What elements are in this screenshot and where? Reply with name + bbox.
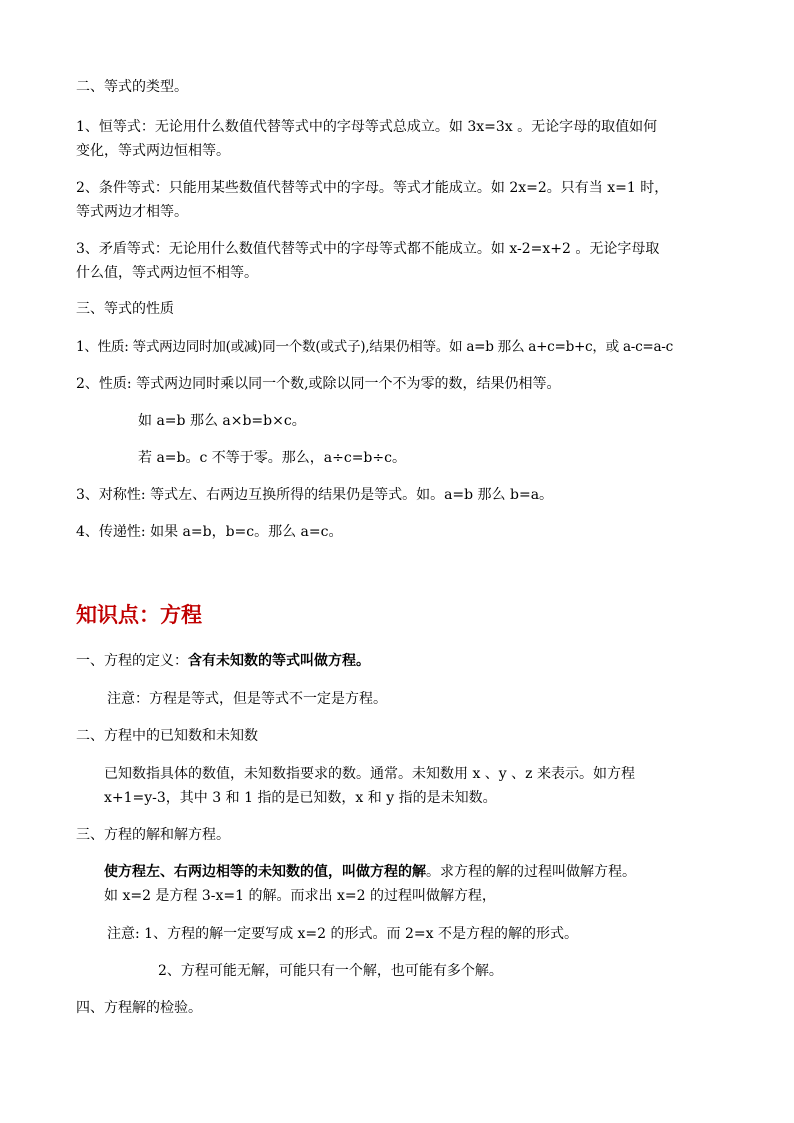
known-unknown-line1: 已知数指具体的数值，未知数指要求的数。通常。未知数用 x 、y 、z 来表示。如方程 bbox=[104, 766, 635, 782]
conditional-equation-line2: 等式两边才相等。 bbox=[76, 204, 188, 220]
knowledge-point-title: 知识点：方程 bbox=[76, 602, 202, 627]
equation-definition-label: 一、方程的定义： bbox=[76, 653, 188, 669]
identity-equation-line2: 变化，等式两边恒相等。 bbox=[76, 143, 230, 159]
conditional-equation-line1: 2、条件等式：只能用某些数值代替等式中的字母。等式才能成立。如 2x=2。只有当 x=1 时， bbox=[76, 180, 669, 196]
solution-note2: 2、方程可能无解，可能只有一个解，也可能有多个解。 bbox=[158, 963, 503, 979]
equation-definition bbox=[76, 651, 370, 671]
symmetric-property-text: 3、对称性: 等式左、右两边互换所得的结果仍是等式。如。a=b 那么 b=a。 bbox=[76, 487, 554, 503]
equation-note: 注意：方程是等式，但是等式不一定是方程。 bbox=[107, 691, 387, 707]
known-unknown-heading: 二、方程中的已知数和未知数 bbox=[76, 728, 258, 744]
contradiction-equation-line2: 什么值，等式两边恒不相等。 bbox=[76, 265, 258, 281]
equation-definition-bold: 含有未知数的等式叫做方程。 bbox=[188, 653, 370, 669]
contradiction-equation-line1: 3、矛盾等式：无论用什么数值代替等式中的字母等式都不能成立。如 x-2=x+2 。无论字母取 bbox=[76, 241, 660, 257]
identity-equation-line1: 1、恒等式：无论用什么数值代替等式中的字母等式总成立。如 3x=3x 。无论字母的取值如何 bbox=[76, 119, 658, 135]
property1-text: 1、性质: 等式两边同时加(或减)同一个数(或式子),结果仍相等。如 a=b 那么 a+c=b+c，或 a-c=a-c bbox=[76, 339, 673, 355]
solution-definition bbox=[104, 862, 636, 882]
section2-heading: 二、等式的类型。 bbox=[76, 79, 188, 95]
solution-heading: 三、方程的解和解方程。 bbox=[76, 827, 230, 843]
known-unknown-line2: x+1=y-3，其中 3 和 1 指的是已知数，x 和 y 指的是未知数。 bbox=[104, 790, 497, 806]
section3-heading: 三、等式的性质 bbox=[76, 301, 174, 317]
property2-example2: 若 a=b。c 不等于零。那么，a÷c=b÷c。 bbox=[138, 450, 406, 466]
solution-definition-bold: 使方程左、右两边相等的未知数的值，叫做方程的解 bbox=[104, 864, 426, 880]
check-heading: 四、方程解的检验。 bbox=[76, 1000, 202, 1016]
solution-definition-rest: 。求方程的解的过程叫做解方程。 bbox=[426, 864, 636, 880]
solution-example: 如 x=2 是方程 3-x=1 的解。而求出 x=2 的过程叫做解方程， bbox=[104, 888, 496, 904]
solution-note1: 注意: 1、方程的解一定要写成 x=2 的形式。而 2=x 不是方程的解的形式。 bbox=[107, 926, 578, 942]
property2-example1: 如 a=b 那么 a×b=b×c。 bbox=[138, 413, 306, 429]
property2-text: 2、性质: 等式两边同时乘以同一个数,或除以同一个不为零的数，结果仍相等。 bbox=[76, 376, 561, 392]
transitive-property-text: 4、传递性: 如果 a=b，b=c。那么 a=c。 bbox=[76, 524, 343, 540]
